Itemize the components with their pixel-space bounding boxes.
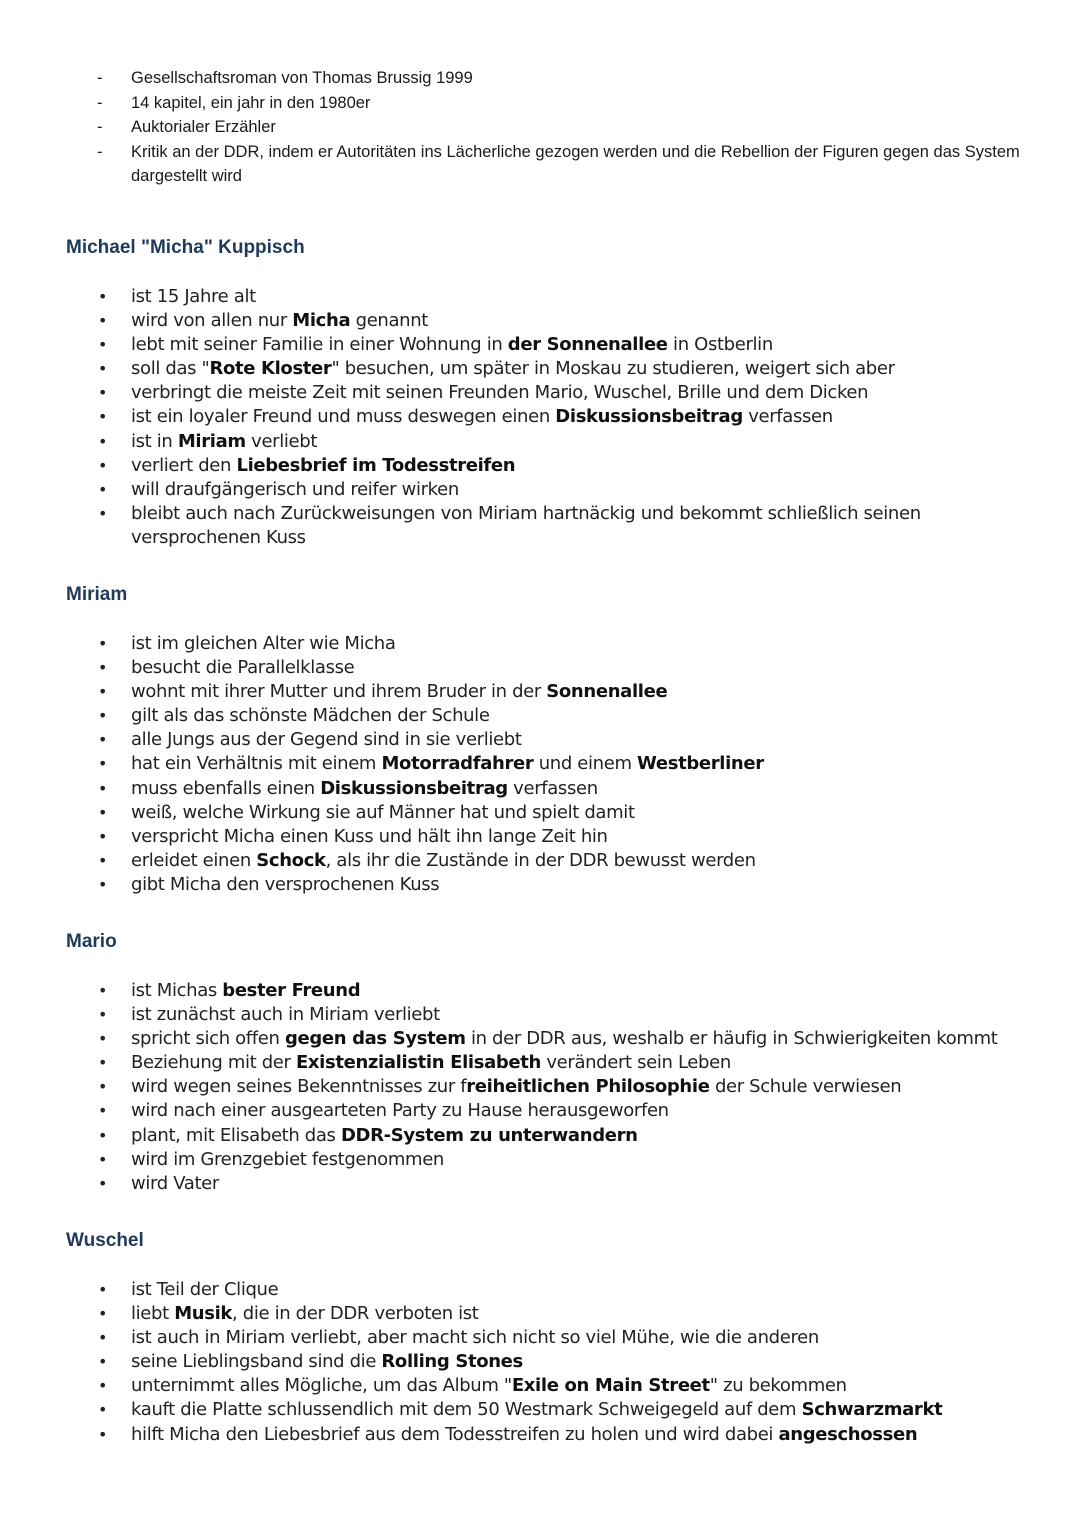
bullet-item — [0, 1075, 1080, 1099]
item-text: liebt — [131, 1303, 175, 1325]
item-text: hilft Micha den Liebesbrief aus dem Todesstreifen zu holen und wird dabei — [131, 1423, 779, 1445]
bullet-item — [0, 1326, 1080, 1350]
item-text: ist Michas — [131, 980, 223, 1001]
bullet-marker: • — [98, 682, 108, 702]
bullet-list-mario — [0, 979, 1080, 1196]
bold-text: Schock — [256, 849, 326, 871]
bullet-marker: • — [98, 1029, 108, 1049]
bullet-marker: • — [98, 1424, 108, 1444]
dash-marker: - — [97, 118, 103, 136]
bullet-item — [0, 632, 1080, 656]
bullet-item — [0, 825, 1080, 849]
bullet-item — [0, 1278, 1080, 1302]
bold-text: Micha — [292, 310, 351, 332]
item-text: wird wegen seines Bekenntnisses zur f — [131, 1076, 467, 1098]
item-text: wohnt mit ihrer Mutter und ihrem Bruder in der — [131, 681, 547, 703]
section-heading-wuschel: Wuschel — [66, 1230, 144, 1251]
bullet-item — [0, 1350, 1080, 1374]
bullet-marker: • — [98, 1400, 108, 1420]
item-text: soll das " — [131, 358, 210, 380]
item-text: ist in — [131, 430, 178, 452]
bullet-item — [0, 381, 1080, 405]
section-heading-mario: Mario — [66, 931, 117, 952]
intro-text: Auktorialer Erzähler — [131, 118, 276, 136]
bold-text: Motorradfahrer — [381, 753, 534, 775]
item-text: , die in der DDR verboten ist — [232, 1303, 479, 1325]
bullet-item — [0, 801, 1080, 825]
bullet-marker: • — [98, 778, 108, 798]
item-text: alle Jungs aus der Gegend sind in sie verliebt — [131, 729, 522, 751]
bold-text: angeschossen — [778, 1423, 918, 1445]
bullet-marker: • — [98, 311, 108, 331]
item-text: ist Teil der Clique — [131, 1279, 279, 1300]
item-text: verfassen — [507, 777, 598, 799]
bullet-item — [0, 1172, 1080, 1196]
bullet-item — [0, 1003, 1080, 1027]
bullet-item — [0, 1148, 1080, 1172]
item-text: genannt — [350, 310, 428, 332]
bullet-list-wuschel — [0, 1278, 1080, 1447]
bullet-item — [0, 1027, 1080, 1051]
bullet-marker: • — [98, 1376, 108, 1396]
bold-text: reiheitlichen Philosophie — [466, 1076, 710, 1098]
item-text: verliert den — [131, 454, 237, 476]
bullet-marker: • — [98, 479, 108, 499]
bold-text: der Sonnenallee — [507, 334, 668, 356]
bullet-marker: • — [98, 981, 108, 1000]
bullet-item — [0, 656, 1080, 680]
item-text: verspricht Micha einen Kuss und hält ihn lange Zeit hin — [131, 825, 608, 847]
item-text: Beziehung mit der — [131, 1052, 296, 1074]
bullet-item — [0, 430, 1080, 454]
bold-text: Westberliner — [637, 753, 764, 775]
bold-text: Diskussionsbeitrag — [320, 777, 508, 799]
bullet-item — [0, 873, 1080, 897]
bold-text: Musik — [174, 1303, 233, 1325]
item-text: gilt als das schönste Mädchen der Schule — [131, 705, 490, 727]
intro-item — [0, 115, 1080, 140]
item-text: gibt Micha den versprochenen Kuss — [131, 873, 440, 895]
item-text: in der DDR aus, weshalb er häufig in Schwierigkeiten kommt — [465, 1028, 998, 1050]
bullet-marker: • — [98, 1304, 108, 1324]
item-text: ist auch in Miriam verliebt, aber macht sich nicht so viel Mühe, wie die anderen — [131, 1327, 819, 1349]
item-text: erleidet einen — [131, 849, 257, 871]
item-text: ist zunächst auch in Miriam verliebt — [131, 1004, 440, 1026]
bullet-marker: • — [98, 359, 108, 379]
intro-text: 14 kapitel, ein jahr in den 1980er — [131, 93, 371, 112]
item-text: will draufgängerisch und reifer wirken — [131, 478, 459, 500]
intro-item — [0, 140, 1080, 189]
intro-item — [0, 66, 1080, 91]
bullet-marker: • — [98, 407, 108, 427]
item-text: lebt mit seiner Familie in einer Wohnung in — [131, 334, 508, 356]
bold-text: DDR-System zu unterwandern — [340, 1124, 638, 1146]
bullet-item — [0, 1099, 1080, 1123]
item-text: verliebt — [245, 430, 318, 452]
item-text: muss ebenfalls einen — [131, 777, 321, 799]
item-text: ist 15 Jahre alt — [131, 286, 256, 307]
bullet-marker: • — [98, 874, 108, 894]
bullet-item — [0, 1051, 1080, 1075]
bullet-marker: • — [98, 1101, 108, 1121]
bullet-marker: • — [98, 1352, 108, 1372]
bullet-marker: • — [98, 706, 108, 726]
bullet-marker: • — [98, 1005, 108, 1025]
bullet-item — [0, 1302, 1080, 1326]
bullet-item — [0, 478, 1080, 502]
section-heading-miriam: Miriam — [66, 584, 128, 605]
bullet-marker: • — [98, 802, 108, 822]
bold-text: Diskussionsbeitrag — [555, 406, 743, 428]
dash-marker: - — [97, 93, 103, 112]
item-text: kauft die Platte schlussendlich mit dem 50 Westmark Schweigegeld auf dem — [131, 1399, 802, 1421]
item-text: besucht die Parallelklasse — [131, 657, 355, 679]
intro-list — [0, 66, 1080, 189]
bullet-item — [0, 849, 1080, 873]
bullet-marker: • — [98, 1077, 108, 1097]
bullet-marker: • — [98, 503, 108, 523]
bullet-marker: • — [98, 1125, 108, 1145]
bullet-marker: • — [98, 754, 108, 774]
bold-text: gegen das System — [284, 1028, 466, 1050]
item-text: weiß, welche Wirkung sie auf Männer hat und spielt damit — [131, 801, 635, 823]
bullet-item — [0, 752, 1080, 776]
item-text: wird von allen nur — [131, 310, 293, 332]
bullet-marker: • — [98, 658, 108, 678]
bullet-item — [0, 357, 1080, 381]
bullet-item — [0, 454, 1080, 478]
item-text: verändert sein Leben — [541, 1052, 731, 1074]
bullet-marker: • — [98, 383, 108, 403]
bullet-item — [0, 333, 1080, 357]
bullet-marker: • — [98, 826, 108, 846]
bullet-marker: • — [98, 850, 108, 870]
item-text: ist ein loyaler Freund und muss deswegen einen — [131, 406, 556, 428]
bullet-item — [0, 405, 1080, 429]
intro-text: Kritik an der DDR, indem er Autoritäten ins Lächerliche gezogen werden und die Rebellion der Figuren gegen das System dargestellt wird — [131, 142, 1020, 185]
bullet-item — [0, 777, 1080, 801]
bold-text: bester Freund — [222, 980, 361, 1001]
item-text: der Schule verwiesen — [709, 1076, 902, 1098]
section-heading-micha: Michael "Micha" Kuppisch — [66, 237, 305, 258]
item-text: " besuchen, um später in Moskau zu studieren, weigert sich aber — [331, 358, 895, 380]
item-text: ist im gleichen Alter wie Micha — [131, 633, 396, 654]
intro-text: Gesellschaftsroman von Thomas Brussig 1999 — [131, 69, 473, 87]
item-text: " zu bekommen — [709, 1375, 847, 1397]
bullet-item — [0, 728, 1080, 752]
bullet-item — [0, 1423, 1080, 1447]
bold-text: Miriam — [177, 430, 246, 452]
bullet-marker: • — [98, 1328, 108, 1348]
bold-text: Schwarzmarkt — [801, 1399, 943, 1421]
bullet-marker: • — [98, 431, 108, 451]
intro-item — [0, 91, 1080, 116]
bold-text: Existenzialistin Elisabeth — [295, 1052, 541, 1074]
item-text: spricht sich offen — [131, 1028, 285, 1050]
bullet-marker: • — [98, 335, 108, 355]
bold-text: Sonnenallee — [546, 681, 668, 703]
item-text: seine Lieblingsband sind die — [131, 1351, 382, 1373]
item-text: wird im Grenzgebiet festgenommen — [131, 1148, 444, 1170]
bullet-marker: • — [98, 1053, 108, 1073]
bullet-list-miriam — [0, 632, 1080, 897]
bullet-marker: • — [98, 287, 108, 306]
item-text: wird Vater — [131, 1172, 219, 1194]
bullet-marker: • — [98, 455, 108, 475]
bullet-marker: • — [98, 634, 108, 653]
bullet-item — [0, 1398, 1080, 1422]
bullet-item — [0, 704, 1080, 728]
bullet-marker: • — [98, 730, 108, 750]
bold-text: Rolling Stones — [381, 1351, 523, 1373]
bold-text: Exile on Main Street — [511, 1375, 710, 1397]
bullet-marker: • — [98, 1149, 108, 1169]
bullet-item — [0, 502, 1080, 550]
bullet-item — [0, 979, 1080, 1003]
bullet-item — [0, 680, 1080, 704]
bullet-item — [0, 285, 1080, 309]
item-text: bleibt auch nach Zurückweisungen von Miriam hartnäckig und bekommt schließlich seinen versprochenen Kuss — [131, 502, 921, 548]
bullet-item — [0, 309, 1080, 333]
item-text: , als ihr die Zustände in der DDR bewusst werden — [325, 849, 756, 871]
bullet-item — [0, 1124, 1080, 1148]
bold-text: Liebesbrief im Todesstreifen — [236, 454, 516, 476]
dash-marker: - — [97, 142, 103, 161]
item-text: wird nach einer ausgearteten Party zu Hause herausgeworfen — [131, 1100, 669, 1122]
item-text: verfassen — [742, 406, 833, 428]
item-text: hat ein Verhältnis mit einem — [131, 753, 382, 775]
bullet-marker: • — [98, 1173, 108, 1193]
bullet-item — [0, 1374, 1080, 1398]
item-text: plant, mit Elisabeth das — [131, 1124, 341, 1146]
item-text: verbringt die meiste Zeit mit seinen Freunden Mario, Wuschel, Brille und dem Dicken — [131, 382, 869, 404]
bullet-list-micha — [0, 285, 1080, 550]
item-text: in Ostberlin — [667, 334, 773, 356]
item-text: und einem — [533, 753, 638, 775]
bullet-marker: • — [98, 1280, 108, 1299]
dash-marker: - — [97, 69, 103, 87]
bold-text: Rote Kloster — [209, 358, 332, 380]
item-text: unternimmt alles Mögliche, um das Album " — [131, 1375, 512, 1397]
